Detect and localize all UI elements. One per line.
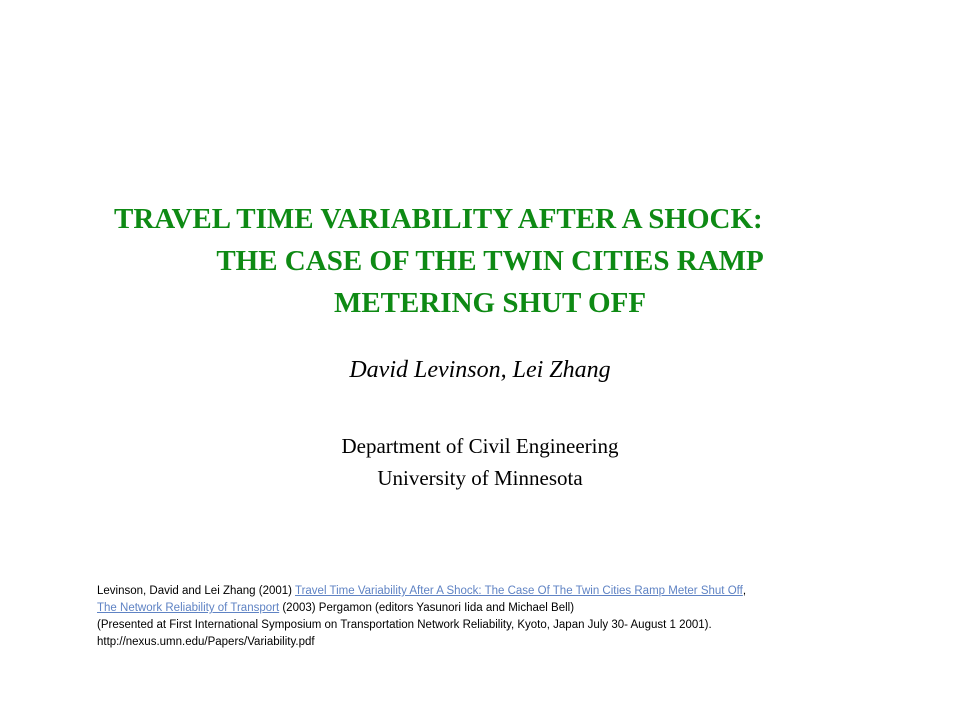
title-line-3: METERING SHUT OFF	[333, 287, 647, 319]
paper-title-link[interactable]: Travel Time Variability After A Shock: The Case Of The Twin Cities Ramp Meter Shut Off	[294, 585, 743, 597]
paper-url: http://nexus.umn.edu/Papers/Variability.pdf	[97, 636, 315, 648]
citation-text-1: Levinson, David and Lei Zhang (2001)	[97, 585, 295, 597]
affiliation	[0, 430, 960, 494]
citation-line-3: (Presented at First International Symposium on Transportation Network Reliability, Kyoto, Japan July 30- August 1 2001).	[97, 619, 712, 631]
book-title-link[interactable]: The Network Reliability of Transport	[97, 602, 280, 614]
citation-text-2: ,	[742, 585, 747, 597]
authors: David Levinson, Lei Zhang	[349, 357, 611, 383]
title-line-2: THE CASE OF THE TWIN CITIES RAMP	[216, 245, 764, 277]
citation-line-2	[97, 600, 897, 617]
citation-line-1	[97, 583, 897, 600]
citation-text-3: (2003) Pergamon (editors Yasunori Iida and Michael Bell)	[279, 602, 575, 614]
slide-title	[110, 198, 870, 324]
title-line-1: TRAVEL TIME VARIABILITY AFTER A SHOCK:	[114, 203, 763, 235]
department: Department of Civil Engineering	[341, 434, 619, 458]
citation	[97, 583, 897, 651]
university: University of Minnesota	[377, 466, 583, 490]
